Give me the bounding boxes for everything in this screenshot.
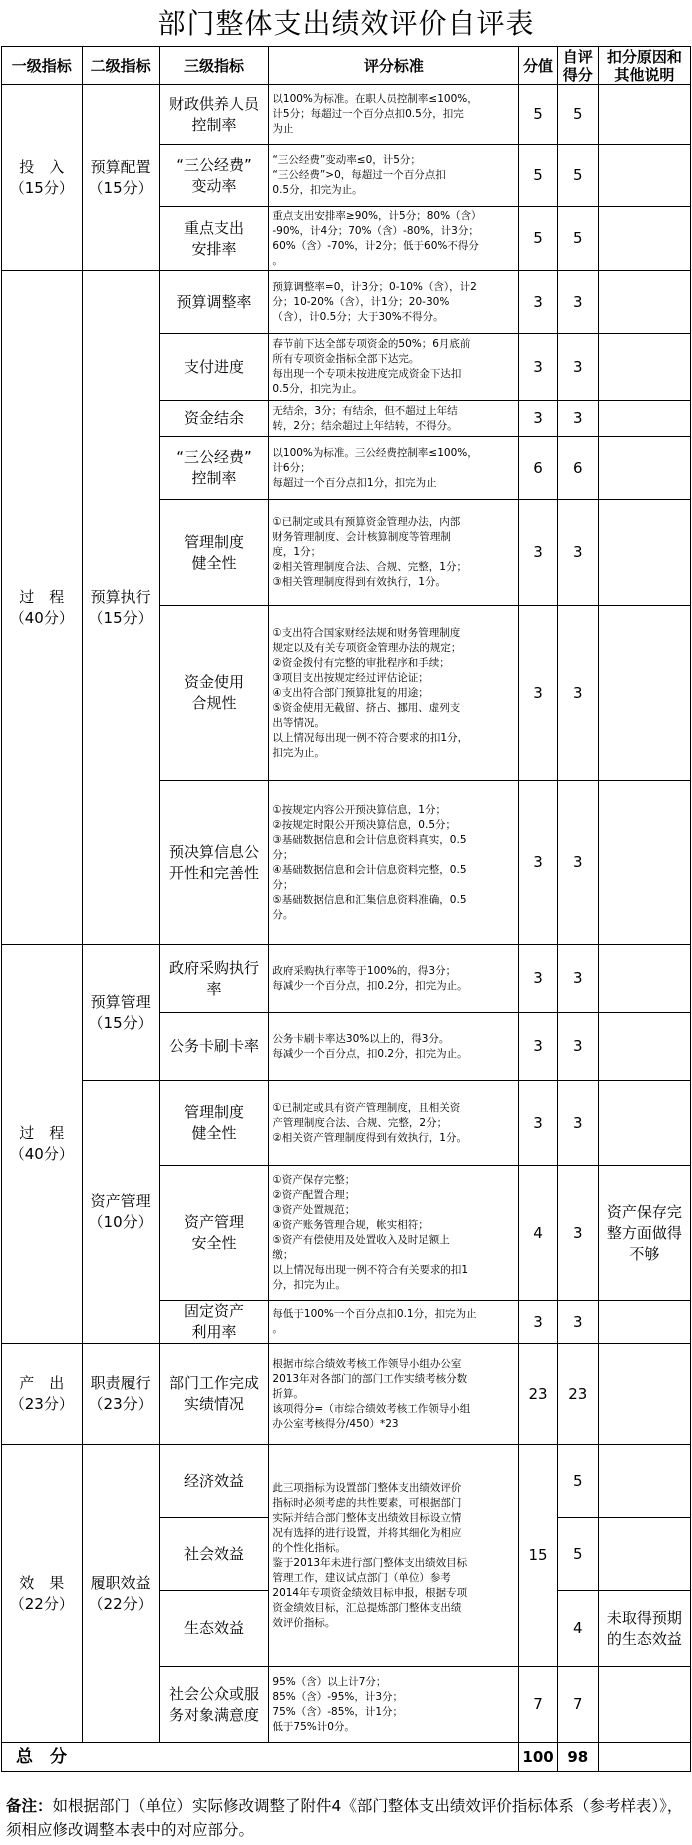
level3-cell: 资产管理 安全性 [159, 1166, 269, 1301]
criteria-cell: 春节前下达全部专项资金的50%；6月底前 所有专项资金指标全部下达完。 每出现一个专项未按进度完成资金下达扣 0.5分，扣完为止。 [269, 334, 519, 401]
self-score-cell: 3 [557, 271, 598, 334]
level2-cell: 职责履行 （23分） [82, 1344, 159, 1445]
note-cell [598, 401, 690, 437]
table-row [2, 1081, 691, 1166]
score-cell: 7 [519, 1667, 558, 1743]
criteria-cell: ①按规定内容公开预决算信息，1分； ②按规定时限公开预决算信息，0.5分； ③基础数据信息和会计信息资料真实，0.5 分； ④基础数据信息和会计信息资料完整，0.5 分； ⑤基础数据信息和汇集信息资料准确，0.5 分。 [269, 781, 519, 945]
level3-cell: 预算调整率 [159, 271, 269, 334]
level2-cell: 预算管理 （15分） [82, 945, 159, 1081]
footnote-text: 如根据部门（单位）实际修改调整了附件4《部门整体支出绩效评价指标体系（参考样表）》，须相应修改调整本表中的对应部分。 [6, 1797, 683, 1839]
level3-cell: 支付进度 [159, 334, 269, 401]
score-cell: 3 [519, 500, 558, 606]
self-score-cell: 3 [557, 945, 598, 1013]
header-level2: 二级指标 [82, 47, 159, 85]
self-score-cell: 5 [557, 1518, 598, 1591]
self-score-cell: 5 [557, 1445, 598, 1518]
note-cell [598, 945, 690, 1013]
note-cell [598, 1081, 690, 1166]
total-score: 100 [519, 1743, 558, 1772]
score-cell: 3 [519, 606, 558, 781]
criteria-cell: 无结余，3分；有结余，但不超过上年结 转，2分；结余超过上年结转，不得分。 [269, 401, 519, 437]
header-row [2, 47, 691, 85]
level3-cell: 公务卡刷卡率 [159, 1013, 269, 1081]
total-row [2, 1743, 691, 1772]
criteria-cell: 根据市综合绩效考核工作领导小组办公室 2013年对各部门的部门工作实绩考核分数 折算。 该项得分=（市综合绩效考核工作领导小组 办公室考核得分/450）*23 [269, 1344, 519, 1445]
note-cell: 资产保存完 整方面做得 不够 [598, 1166, 690, 1301]
note-cell [598, 85, 690, 145]
evaluation-table [1, 46, 691, 1772]
table-row [2, 945, 691, 1013]
score-cell: 5 [519, 207, 558, 271]
score-cell: 3 [519, 1013, 558, 1081]
note-cell [598, 500, 690, 606]
table-row [2, 1445, 691, 1518]
level3-cell: “三公经费” 变动率 [159, 145, 269, 207]
self-score-cell: 3 [557, 606, 598, 781]
self-score-cell: 6 [557, 437, 598, 500]
level3-cell: 政府采购执行 率 [159, 945, 269, 1013]
self-score-cell: 3 [557, 500, 598, 606]
note-cell [598, 606, 690, 781]
note-cell [598, 1344, 690, 1445]
self-score-cell: 3 [557, 1081, 598, 1166]
score-cell: 3 [519, 271, 558, 334]
level3-cell: 财政供养人员 控制率 [159, 85, 269, 145]
score-cell: 3 [519, 1081, 558, 1166]
criteria-cell: 预算调整率=0，计3分；0-10%（含），计2 分；10-20%（含），计1分；20-30% （含），计0.5分；大于30%不得分。 [269, 271, 519, 334]
level3-cell: 生态效益 [159, 1591, 269, 1667]
table-row [2, 85, 691, 145]
criteria-cell: 每低于100%一个百分点扣0.1分，扣完为止 。 [269, 1301, 519, 1344]
score-cell: 5 [519, 145, 558, 207]
criteria-cell: ①支出符合国家财经法规和财务管理制度 规定以及有关专项资金管理办法的规定； ②资金拨付有完整的审批程序和手续； ③项目支出按规定经过评估论证； ④支出符合部门预算批复的用途； ⑤资金使用无截留、挤占、挪用、虚列支 出等情况。 以上情况每出现一例不符合要求的扣1分， 扣完为止。 [269, 606, 519, 781]
level1-cell: 过 程 （40分） [2, 271, 83, 945]
total-label: 总 分 [2, 1743, 519, 1772]
note-cell [598, 1667, 690, 1743]
level2-cell: 预算配置 （15分） [82, 85, 159, 271]
self-score-cell: 23 [557, 1344, 598, 1445]
level3-cell: 资金使用 合规性 [159, 606, 269, 781]
level3-cell: “三公经费” 控制率 [159, 437, 269, 500]
score-cell: 3 [519, 781, 558, 945]
note-cell: 未取得预期 的生态效益 [598, 1591, 690, 1667]
level1-cell: 产 出 （23分） [2, 1344, 83, 1445]
header-deduct: 扣分原因和 其他说明 [598, 47, 690, 85]
level3-cell: 经济效益 [159, 1445, 269, 1518]
note-cell [598, 1445, 690, 1518]
self-score-cell: 3 [557, 401, 598, 437]
level3-cell: 资金结余 [159, 401, 269, 437]
score-cell: 3 [519, 1301, 558, 1344]
level3-cell: 固定资产 利用率 [159, 1301, 269, 1344]
note-cell [598, 207, 690, 271]
self-score-cell: 3 [557, 1013, 598, 1081]
score-cell: 3 [519, 945, 558, 1013]
level2-cell: 资产管理 （10分） [82, 1081, 159, 1344]
criteria-cell: 此三项指标为设置部门整体支出绩效评价 指标时必须考虑的共性要素，可根据部门 实际并结合部门整体支出绩效目标设立情 况有选择的进行设置，并将其细化为相应 的个性化指标。 鉴于2013年未进行部门整体支出绩效目标 管理工作，建议试点部门（单位）参考 2014年专项资金绩效目标申报，根据专项 资金绩效目标，汇总提炼部门整体支出绩 效评价指标。 [269, 1445, 519, 1667]
score-cell: 5 [519, 85, 558, 145]
header-score: 分值 [519, 47, 558, 85]
self-score-cell: 5 [557, 207, 598, 271]
self-score-cell: 3 [557, 334, 598, 401]
criteria-cell: 政府采购执行率等于100%的，得3分； 每减少一个百分点，扣0.2分，扣完为止。 [269, 945, 519, 1013]
self-score-cell: 7 [557, 1667, 598, 1743]
footnote [6, 1794, 686, 1842]
footnote-label: 备注： [6, 1797, 53, 1815]
note-cell [598, 1013, 690, 1081]
self-score-cell: 5 [557, 85, 598, 145]
criteria-cell: 以100%为标准。三公经费控制率≤100%， 计6分； 每超过一个百分点扣1分，扣完为止 [269, 437, 519, 500]
note-cell [598, 781, 690, 945]
score-cell: 23 [519, 1344, 558, 1445]
header-level1: 一级指标 [2, 47, 83, 85]
page-title: 部门整体支出绩效评价自评表 [157, 7, 535, 40]
criteria-cell: 95%（含）以上计7分； 85%（含）-95%，计3分； 75%（含）-85%，计1分； 低于75%计0分。 [269, 1667, 519, 1743]
score-cell: 3 [519, 401, 558, 437]
self-score-cell: 4 [557, 1591, 598, 1667]
note-cell [598, 271, 690, 334]
table-row [2, 1344, 691, 1445]
self-score-cell: 3 [557, 781, 598, 945]
score-cell: 3 [519, 334, 558, 401]
level3-cell: 管理制度 健全性 [159, 1081, 269, 1166]
score-cell: 4 [519, 1166, 558, 1301]
note-cell [598, 1301, 690, 1344]
level3-cell: 管理制度 健全性 [159, 500, 269, 606]
level3-cell: 部门工作完成 实绩情况 [159, 1344, 269, 1445]
self-score-cell: 3 [557, 1166, 598, 1301]
level3-cell: 重点支出 安排率 [159, 207, 269, 271]
level3-cell: 社会效益 [159, 1518, 269, 1591]
level3-cell: 预决算信息公 开性和完善性 [159, 781, 269, 945]
level2-cell: 预算执行 （15分） [82, 271, 159, 945]
criteria-cell: ①已制定或具有资产管理制度，且相关资 产管理制度合法、合规、完整，2分； ②相关资产管理制度得到有效执行，1分。 [269, 1081, 519, 1166]
header-self: 自评 得分 [557, 47, 598, 85]
self-score-cell: 5 [557, 145, 598, 207]
note-cell [598, 1518, 690, 1591]
level1-cell: 投 入 （15分） [2, 85, 83, 271]
table-row [2, 271, 691, 334]
criteria-cell: 重点支出安排率≥90%，计5分；80%（含） -90%，计4分；70%（含）-80%，计3分； 60%（含）-70%，计2分；低于60%不得分 。 [269, 207, 519, 271]
header-level3: 三级指标 [159, 47, 269, 85]
score-cell: 6 [519, 437, 558, 500]
note-cell [598, 145, 690, 207]
note-cell [598, 437, 690, 500]
note-cell [598, 334, 690, 401]
criteria-cell: ①已制定或具有预算资金管理办法，内部 财务管理制度、会计核算制度等管理制 度，1分； ②相关管理制度合法、合规、完整，1分； ③相关管理制度得到有效执行，1分。 [269, 500, 519, 606]
criteria-cell: “三公经费”变动率≤0，计5分； “三公经费”>0，每超过一个百分点扣 0.5分，扣完为止。 [269, 145, 519, 207]
criteria-cell: 公务卡刷卡率达30%以上的，得3分。 每减少一个百分点，扣0.2分，扣完为止。 [269, 1013, 519, 1081]
header-criteria: 评分标准 [269, 47, 519, 85]
self-score-cell: 3 [557, 1301, 598, 1344]
level3-cell: 社会公众或服 务对象满意度 [159, 1667, 269, 1743]
criteria-cell: ①资产保存完整； ②资产配置合理； ③资产处置规范； ④资产账务管理合规，帐实相符； ⑤资产有偿使用及处置收入及时足额上 缴； 以上情况每出现一例不符合有关要求的扣1 分，扣完为止。 [269, 1166, 519, 1301]
criteria-cell: 以100%为标准。在职人员控制率≤100%， 计5分；每超过一个百分点扣0.5分，扣完 为止 [269, 85, 519, 145]
level1-cell: 过 程 （40分） [2, 945, 83, 1344]
level1-cell: 效 果 （22分） [2, 1445, 83, 1743]
total-note-cell [598, 1743, 690, 1772]
level2-cell: 履职效益 （22分） [82, 1445, 159, 1743]
total-self-score: 98 [557, 1743, 598, 1772]
score-cell: 15 [519, 1445, 558, 1667]
